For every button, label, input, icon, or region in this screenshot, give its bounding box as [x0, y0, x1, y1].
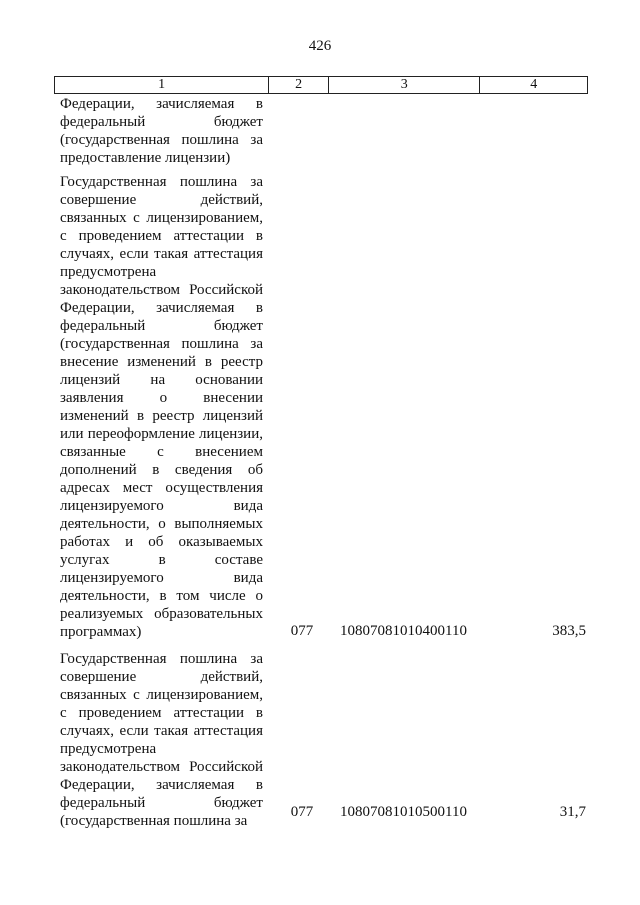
- row-1-description: [60, 95, 263, 167]
- row-3-kbk: 10807081010500110: [340, 804, 467, 820]
- header-col-3: 3: [329, 77, 480, 93]
- row-3-description: [60, 650, 263, 830]
- table-header-row: [54, 76, 588, 94]
- header-col-2: 2: [269, 77, 329, 93]
- row-2-amount: 383,5: [552, 623, 586, 639]
- row-3-text: Государственная пошлина за совершение действий, связанных с лицензированием, с проведением аттестации в случаях, если такая аттестация предусмотрена законодательством Российской Федерации, зачисляемая в федеральный бюджет (государственная пошлина за: [60, 651, 263, 829]
- row-2-text: Государственная пошлина за совершение действий, связанных с лицензированием, с проведением аттестации в случаях, если такая аттестация предусмотрена законодательством Российской Федерации, зачисляемая в федеральный бюджет (государственная пошлина за внесение изменений в реестр лицензий на основании заявления о внесении изменений в реестр лицензий или переоформление лицензии, связанные с внесением дополнений в сведения об адресах мест осуществления лицензируемого вида деятельности, о выполняемых работах и об оказываемых услугах в составе лицензируемого вида деятельности, в том числе о реализуемых образовательных программах): [60, 174, 263, 640]
- row-3-amount: 31,7: [559, 804, 586, 820]
- row-2-kbk: 10807081010400110: [340, 623, 467, 639]
- row-2-admin-code: 077: [290, 623, 314, 639]
- row-3-admin-code: 077: [290, 804, 314, 820]
- header-col-4: 4: [530, 77, 538, 92]
- page-number: 426: [308, 38, 332, 54]
- row-1-text: Федерации, зачисляемая в федеральный бюджет (государственная пошлина за предоставление лицензии): [60, 96, 263, 166]
- header-col-1: 1: [55, 77, 269, 93]
- row-2-description: [60, 173, 263, 641]
